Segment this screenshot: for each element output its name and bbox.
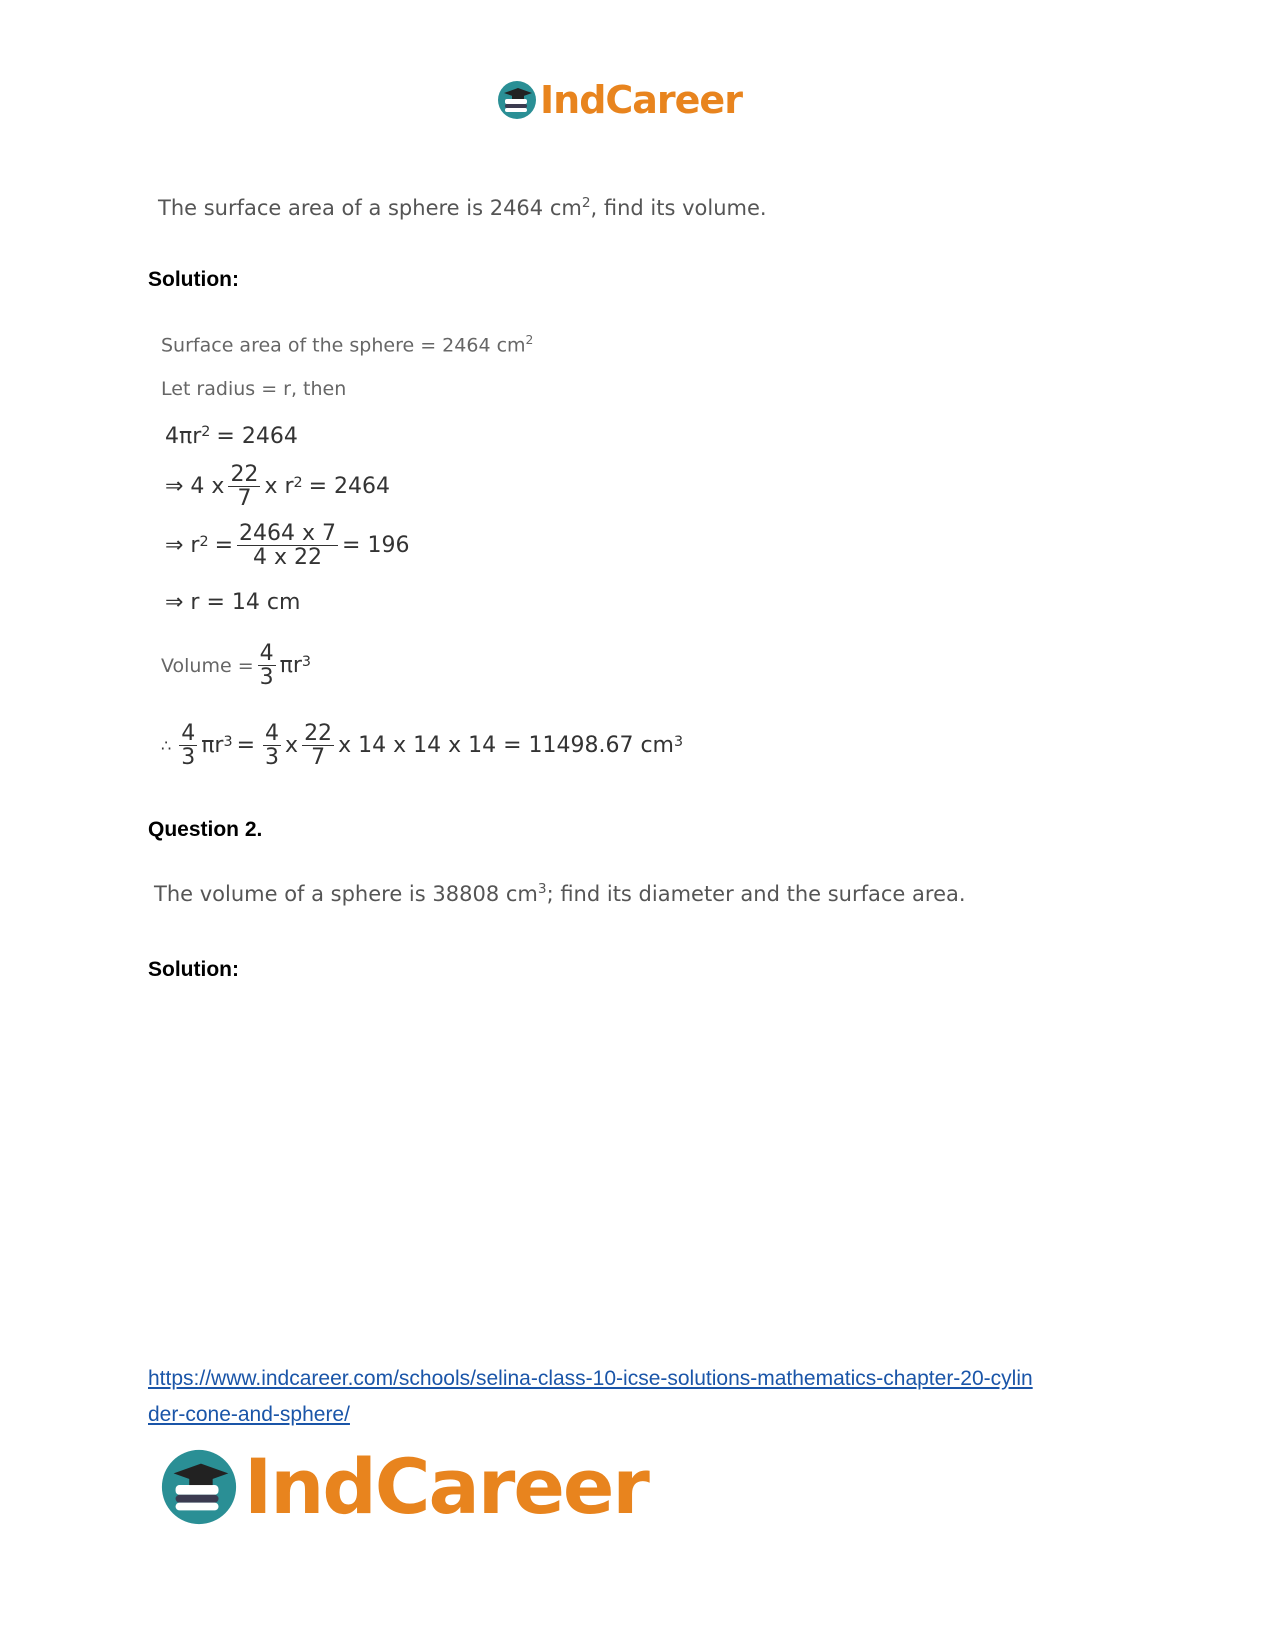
question-2-text: [154, 881, 966, 906]
footer-link-line-1[interactable]: https://www.indcareer.com/schools/selina-class-10-icse-solutions-mathematics-chapter-20-cylin: [148, 1367, 1033, 1390]
solution-line-1-main: Surface area of the sphere = 2464 cm: [161, 334, 526, 357]
final-denominator-1: 3: [181, 745, 196, 771]
final-numerator-2: 4: [265, 721, 280, 746]
final-rest: x 14 x 14 x 14 = 11498.67 cm: [338, 733, 674, 759]
eq2-c: = 2464: [308, 474, 391, 500]
footer-link-line-2[interactable]: der-cone-and-sphere/: [148, 1403, 350, 1426]
final-equation: [161, 722, 683, 769]
footer-link[interactable]: [148, 1361, 1148, 1433]
final-pi-r: πr: [201, 733, 224, 759]
equation-1: [165, 424, 298, 449]
eq3-a: ⇒ r: [165, 533, 200, 559]
equation-3: [165, 522, 409, 569]
solution-line-2: Let radius = r, then: [161, 378, 347, 400]
eq2-numerator: 22: [230, 462, 259, 487]
final-fraction-3: [302, 722, 334, 769]
final-denominator-3: 7: [311, 745, 326, 771]
final-denominator-2: 3: [265, 745, 280, 771]
solution-heading: Solution:: [148, 268, 239, 291]
eq3-b: = 196: [342, 533, 410, 559]
solution-line-1: [161, 333, 533, 356]
eq2-denominator: 7: [237, 486, 252, 512]
question-1-end: , find its volume.: [590, 196, 767, 220]
question-2-heading: Question 2.: [148, 818, 263, 841]
volume-denominator: 3: [259, 665, 274, 691]
graduation-book-icon: [158, 1446, 240, 1528]
final-fraction-2: [263, 722, 281, 769]
question-1-sup: 2: [581, 195, 591, 211]
graduation-book-icon: [496, 79, 538, 121]
volume-numerator: 4: [259, 641, 274, 666]
eq3-equals: =: [214, 533, 234, 559]
question-1-main: The surface area of a sphere is 2464 cm: [158, 196, 582, 220]
eq3-numerator: 2464 x 7: [239, 521, 337, 546]
footer-logo: [158, 1442, 648, 1531]
final-equals: =: [236, 733, 256, 759]
eq1-sup: 2: [201, 424, 211, 440]
final-fraction-1: [179, 722, 197, 769]
therefore-symbol: ∴: [161, 736, 172, 756]
solution-2-heading: Solution:: [148, 958, 239, 981]
volume-sup: 3: [301, 654, 312, 670]
final-sup-1: 3: [223, 734, 233, 750]
logo-text: IndCareer: [540, 78, 742, 122]
volume-label: Volume =: [161, 654, 254, 677]
question-2-sup: 3: [537, 881, 547, 897]
eq2-fraction: [228, 463, 260, 510]
final-sup-2: 3: [673, 734, 684, 750]
equation-2: [165, 463, 390, 510]
question-1-text: [158, 195, 767, 220]
eq2-b: x r: [264, 474, 294, 500]
volume-fraction: [258, 642, 276, 689]
eq2-sup: 2: [293, 475, 303, 491]
solution-line-1-sup: 2: [525, 333, 534, 347]
question-2-main: The volume of a sphere is 38808 cm: [154, 882, 538, 906]
eq3-fraction: [237, 522, 338, 569]
header-logo: [496, 78, 742, 122]
volume-pi-r: πr: [279, 653, 302, 679]
question-2-end: ; find its diameter and the surface area.: [546, 882, 966, 906]
eq2-a: ⇒ 4 x: [165, 474, 225, 500]
footer-logo-text: IndCareer: [244, 1442, 648, 1531]
eq3-denominator: 4 x 22: [253, 545, 323, 571]
final-times: x: [285, 733, 299, 759]
final-numerator-1: 4: [181, 721, 196, 746]
volume-formula: [161, 642, 311, 689]
final-numerator-3: 22: [304, 721, 333, 746]
eq1-left: 4πr: [165, 424, 202, 449]
equation-4: ⇒ r = 14 cm: [165, 590, 301, 615]
eq3-sup: 2: [199, 534, 209, 550]
eq1-right: = 2464: [216, 424, 298, 449]
